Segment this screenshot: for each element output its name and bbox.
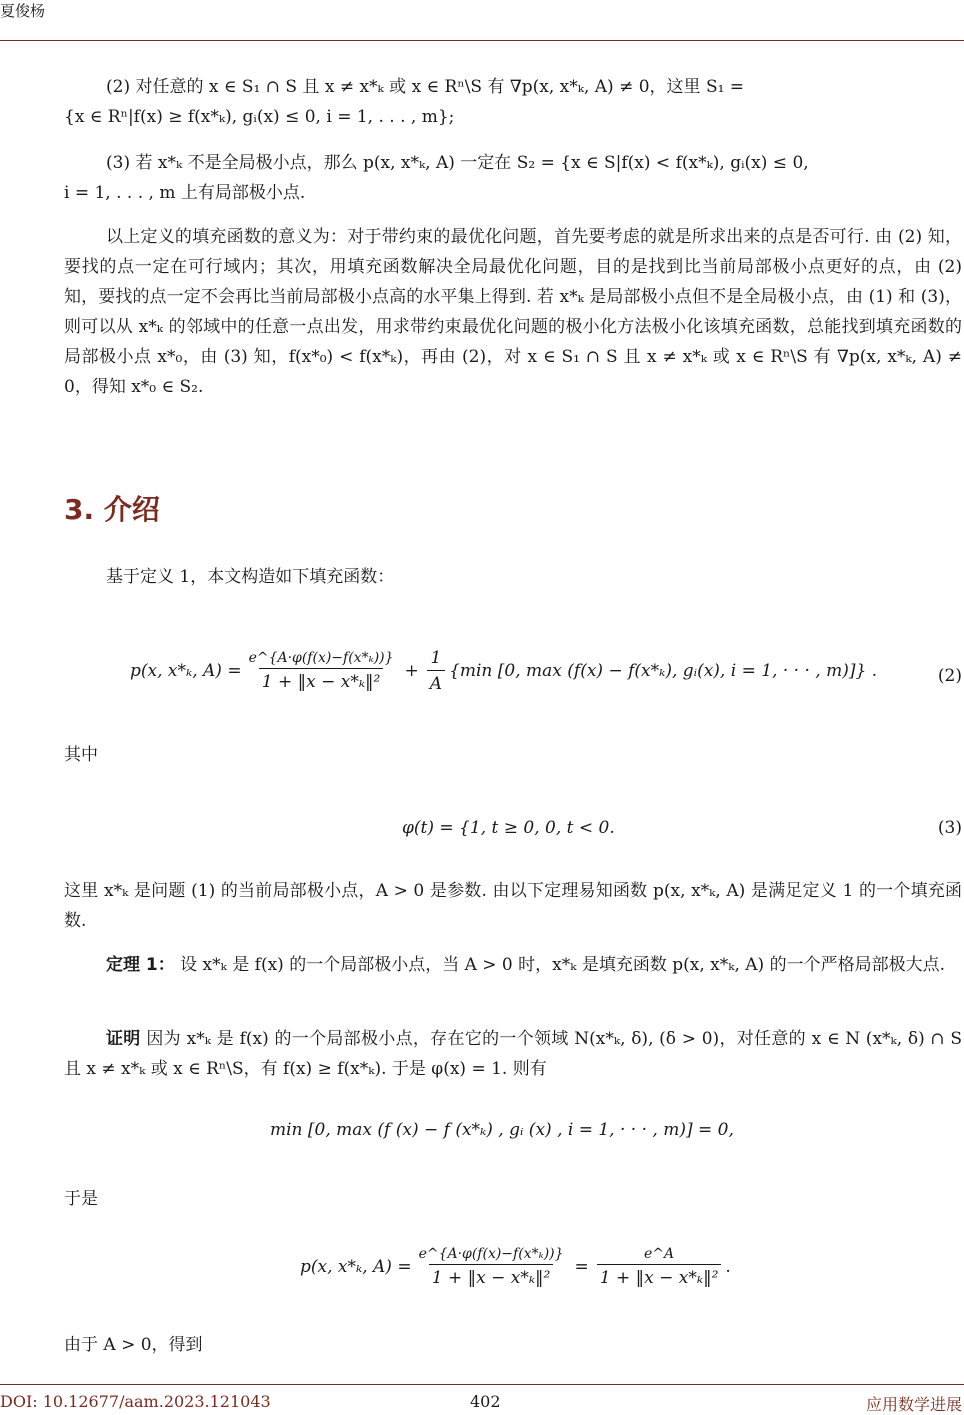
eq4-fraction-2 bbox=[597, 1246, 722, 1288]
condition-3-line2: i = 1, . . . , m 上有局部极小点. bbox=[64, 183, 306, 203]
eq4-denominator-2: 1 + ‖x − x*ₖ‖² bbox=[597, 1264, 722, 1288]
footer-journal: 应用数学进展 bbox=[865, 1395, 962, 1414]
eq4-equals: = bbox=[574, 1257, 589, 1277]
theorem-1 bbox=[64, 950, 962, 980]
condition-2-line2: {x ∈ Rⁿ|f(x) ≥ f(x*ₖ), gᵢ(x) ≤ 0, i = 1, . . . , m}; bbox=[64, 107, 455, 127]
eq2-denominator: 1 + ‖x − x*ₖ‖² bbox=[259, 668, 384, 692]
eq2-a: A bbox=[427, 670, 445, 694]
condition-3 bbox=[64, 148, 962, 208]
eq4-period: . bbox=[725, 1257, 731, 1277]
intro-sentence: 基于定义 1，本文构造如下填充函数： bbox=[106, 567, 395, 587]
condition-2-line1: (2) 对任意的 x ∈ S₁ ∩ S 且 x ≠ x*ₖ 或 x ∈ Rⁿ\S 有 ∇p(x, x*ₖ, A) ≠ 0，这里 S₁ = bbox=[106, 77, 745, 97]
explanation-paragraph: 以上定义的填充函数的意义为：对于带约束的最优化问题，首先要考虑的就是所求出来的点是否可行. 由 (2) 知，要找的点一定在可行域内；其次，用填充函数解决全局最优化问题，目的是找到比当前局部极小点更好的点，由 (2) 知，要找的点一定不会再比当前局部极小点高的水平集上得到. 若 x*ₖ 是局部极小点但不是全局极小点，由 (1) 和 (3)，则可以从 x*ₖ 的邻域中的任意一点出发，用求带约束最优化问题的极小化方法极小化该填充函数，总能找到填充函数的局部极小点 x*₀，由 (3) 知，f(x*₀) < f(x*ₖ)，再由 (2)，对 x ∈ S₁ ∩ S 且 x ≠ x*ₖ 或 x ∈ Rⁿ\S 有 ∇p(x, x*ₖ, A) ≠ 0，得知 x*₀ ∈ S₂. bbox=[64, 227, 962, 397]
where-text: 其中 bbox=[64, 745, 98, 765]
equation-4 bbox=[300, 1246, 731, 1288]
equation-2 bbox=[130, 648, 877, 694]
since-text: 由于 A > 0，得到 bbox=[64, 1335, 203, 1355]
section-title: 3. 介绍 bbox=[64, 493, 160, 526]
footer-doi[interactable]: DOI: 10.12677/aam.2023.121043 bbox=[0, 1392, 271, 1411]
theorem-text: 设 x*ₖ 是 f(x) 的一个局部极小点，当 A > 0 时，x*ₖ 是填充函数 p(x, x*ₖ, A) 的一个严格局部极大点. bbox=[180, 955, 945, 975]
eq2-numerator: e^{A·φ(f(x)−f(x*ₖ))} bbox=[248, 650, 394, 666]
proof-label: 证明 bbox=[106, 1029, 141, 1049]
eq2-one: 1 bbox=[430, 648, 442, 668]
eq2-tail: {min [0, max (f(x) − f(x*ₖ), gᵢ(x), i = 1, · · · , m)]} . bbox=[449, 661, 878, 681]
min-equation: min [0, max (f (x) − f (x*ₖ) , gᵢ (x) , i = 1, · · · , m)] = 0, bbox=[270, 1120, 734, 1140]
eq2-one-over-a bbox=[427, 648, 445, 694]
eq4-numerator-1: e^{A·φ(f(x)−f(x*ₖ))} bbox=[418, 1246, 564, 1262]
eq4-denominator-1: 1 + ‖x − x*ₖ‖² bbox=[429, 1264, 554, 1288]
theorem-label: 定理 1： bbox=[106, 955, 175, 975]
parameter-paragraph: 这里 x*ₖ 是问题 (1) 的当前局部极小点，A > 0 是参数. 由以下定理易知函数 p(x, x*ₖ, A) 是满足定义 1 的一个填充函数. bbox=[64, 881, 962, 931]
equation-3: φ(t) = {1, t ≥ 0, 0, t < 0. bbox=[402, 818, 615, 838]
equation-3-number: (3) bbox=[937, 818, 962, 838]
proof-text: 因为 x*ₖ 是 f(x) 的一个局部极小点，存在它的一个领域 N(x*ₖ, δ), (δ > 0)，对任意的 x ∈ N (x*ₖ, δ) ∩ S 且 x ≠ x*ₖ 或 x ∈ Rⁿ\S，有 f(x) ≥ f(x*ₖ). 于是 φ(x) = 1. 则有 bbox=[64, 1029, 963, 1079]
condition-3-line1: (3) 若 x*ₖ 不是全局极小点，那么 p(x, x*ₖ, A) 一定在 S₂ = {x ∈ S|f(x) < f(x*ₖ), gᵢ(x) ≤ 0, bbox=[106, 153, 809, 173]
footer-rule bbox=[0, 1384, 964, 1385]
eq2-lhs: p(x, x*ₖ, A) = bbox=[130, 661, 242, 681]
header-rule bbox=[0, 40, 964, 41]
condition-2 bbox=[64, 72, 962, 132]
eq4-lhs: p(x, x*ₖ, A) = bbox=[300, 1257, 412, 1277]
footer-page-number: 402 bbox=[470, 1392, 501, 1411]
eq2-fraction bbox=[246, 650, 397, 692]
running-header-author: 夏俊杨 bbox=[0, 2, 46, 20]
eq2-plus: + bbox=[404, 661, 419, 681]
proof-paragraph bbox=[64, 1024, 962, 1084]
eq4-numerator-2: e^A bbox=[644, 1246, 675, 1262]
eq4-fraction-1 bbox=[416, 1246, 567, 1288]
thus-text: 于是 bbox=[64, 1189, 98, 1209]
equation-2-number: (2) bbox=[937, 666, 962, 686]
